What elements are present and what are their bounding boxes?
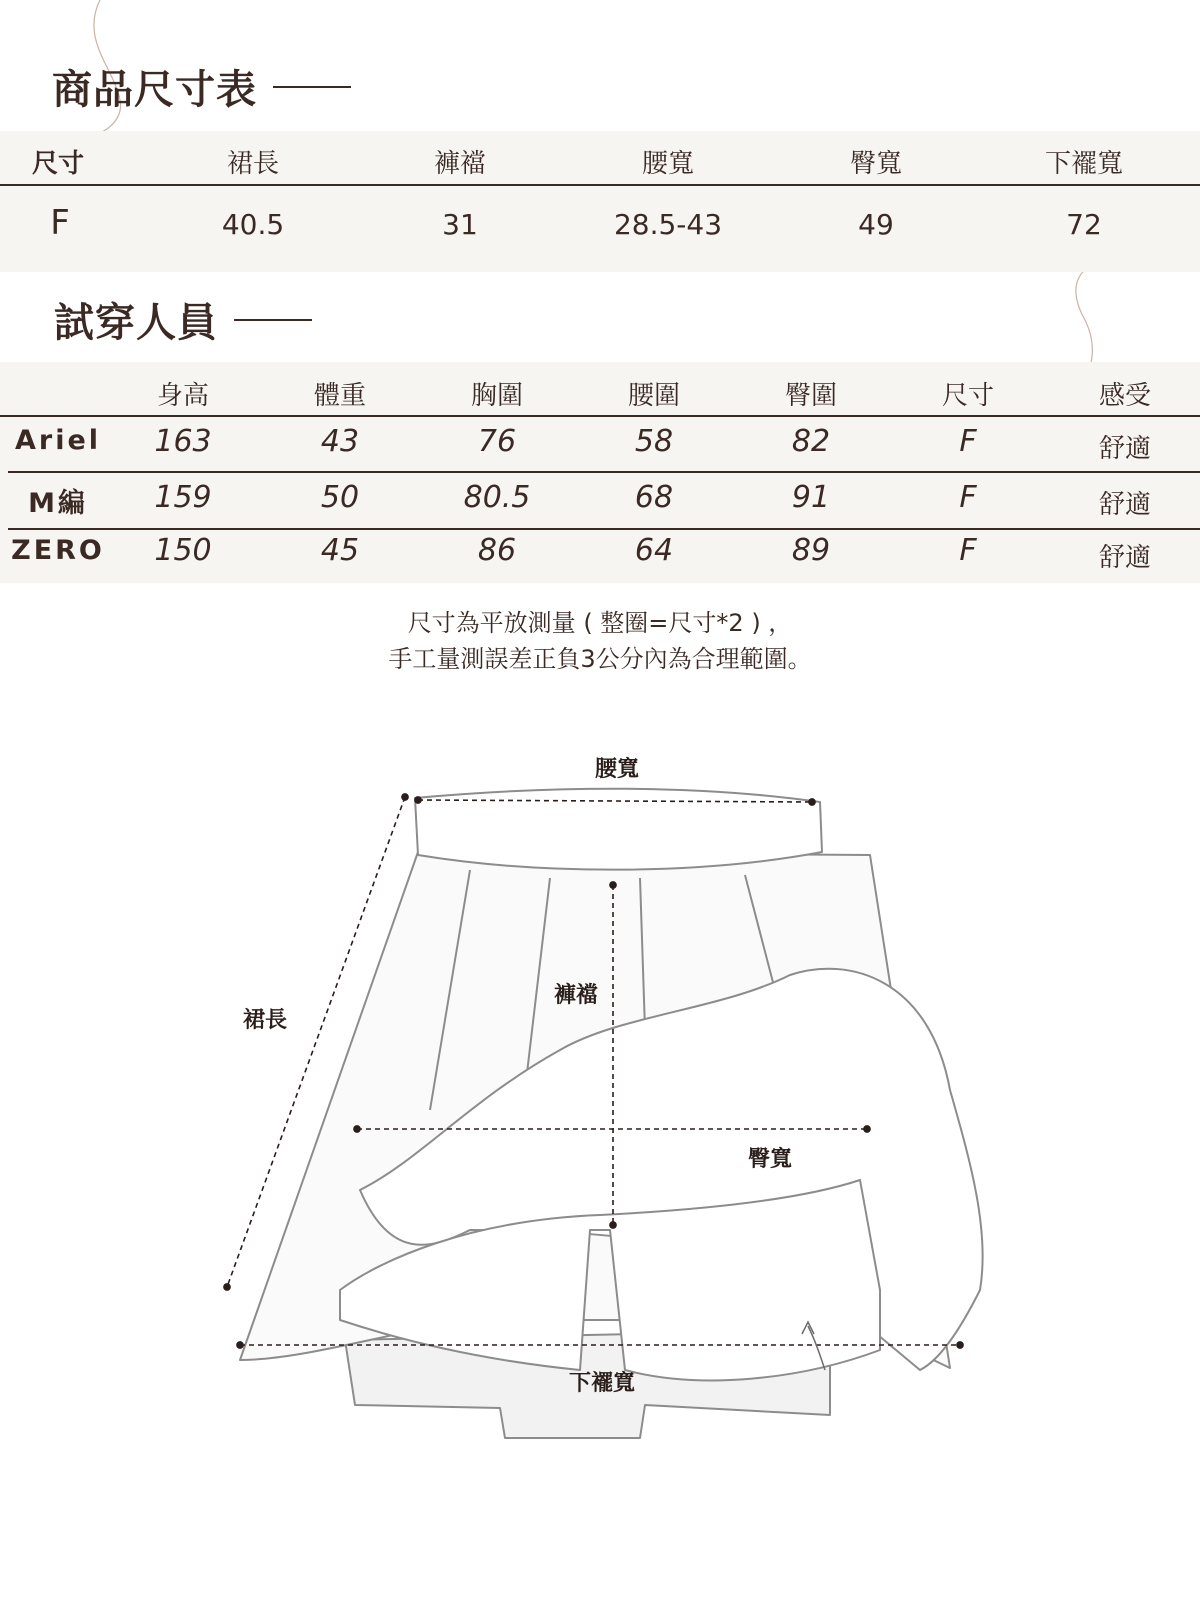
size-chart-header-waist: 腰寬 — [641, 149, 695, 179]
model-feeling: 舒適 — [1098, 543, 1152, 573]
size-chart-title — [52, 58, 351, 115]
skort-measurement-diagram — [0, 756, 1200, 1440]
model-weight: 43 — [320, 424, 360, 459]
model-size: F — [959, 424, 977, 459]
size-chart-cell-crotch: 31 — [442, 208, 478, 241]
model-weight: 50 — [320, 480, 360, 515]
size-chart-header-hem: 下襬寬 — [1044, 149, 1124, 179]
diagram-label-hip: 臀寬 — [747, 1146, 793, 1172]
size-chart-cell-length: 40.5 — [221, 208, 285, 241]
model-bust: 76 — [477, 424, 517, 459]
size-chart-header-crotch: 褲襠 — [433, 149, 487, 179]
models-title — [54, 291, 312, 348]
size-chart-header-hip: 臀寬 — [849, 149, 903, 179]
diagram-label-length: 裙長 — [242, 1007, 288, 1033]
model-bust: 80.5 — [463, 480, 531, 515]
models-header-waist: 腰圍 — [627, 381, 681, 411]
model-hip: 89 — [791, 533, 831, 568]
diagram-label-hem: 下襬寬 — [568, 1370, 636, 1396]
size-chart-table — [0, 131, 1200, 272]
size-chart-cell-hip: 49 — [858, 208, 894, 241]
size-chart-title-text: 商品尺寸表 — [52, 66, 257, 113]
models-row-divider — [8, 471, 1200, 473]
models-row-divider — [8, 528, 1200, 530]
title-rule — [273, 86, 351, 88]
model-hip: 82 — [791, 424, 831, 459]
size-chart-header-divider — [0, 184, 1200, 186]
model-size: F — [959, 480, 977, 515]
model-name: Ariel — [14, 425, 102, 456]
model-waist: 64 — [634, 533, 674, 568]
model-weight: 45 — [320, 533, 360, 568]
model-height: 150 — [154, 533, 212, 568]
model-height: 159 — [154, 480, 212, 515]
skort-illustration — [0, 760, 1200, 1440]
model-size: F — [959, 533, 977, 568]
models-header-weight: 體重 — [313, 381, 367, 411]
model-name: M編 — [28, 488, 88, 519]
size-chart-cell-hem: 72 — [1066, 208, 1102, 241]
title-rule — [234, 319, 312, 321]
models-header-bust: 胸圍 — [470, 381, 524, 411]
models-header-size: 尺寸 — [941, 381, 995, 411]
models-header-feeling: 感受 — [1098, 381, 1152, 411]
size-chart-cell-waist: 28.5-43 — [613, 208, 723, 241]
models-header-divider — [0, 415, 1200, 417]
size-chart-header-size: 尺寸 — [31, 149, 85, 179]
size-chart-header-length: 裙長 — [226, 149, 280, 179]
models-header-height: 身高 — [156, 381, 210, 411]
model-feeling: 舒適 — [1098, 490, 1152, 520]
diagram-label-crotch: 褲襠 — [553, 982, 599, 1008]
models-header-hip: 臀圍 — [784, 381, 838, 411]
model-name: ZERO — [11, 535, 105, 566]
size-chart-cell-size: F — [50, 203, 70, 243]
measurement-note-line2: 手工量測誤差正負3公分內為合理範圍。 — [388, 645, 812, 673]
model-bust: 86 — [477, 533, 517, 568]
measurement-note-line1: 尺寸為平放測量 ( 整圈=尺寸*2 ) ， — [407, 609, 793, 637]
model-hip: 91 — [791, 480, 831, 515]
model-feeling: 舒適 — [1098, 434, 1152, 464]
model-waist: 68 — [634, 480, 674, 515]
model-height: 163 — [154, 424, 212, 459]
model-waist: 58 — [634, 424, 674, 459]
models-title-text: 試穿人員 — [54, 299, 218, 346]
diagram-label-waist: 腰寬 — [594, 756, 640, 782]
